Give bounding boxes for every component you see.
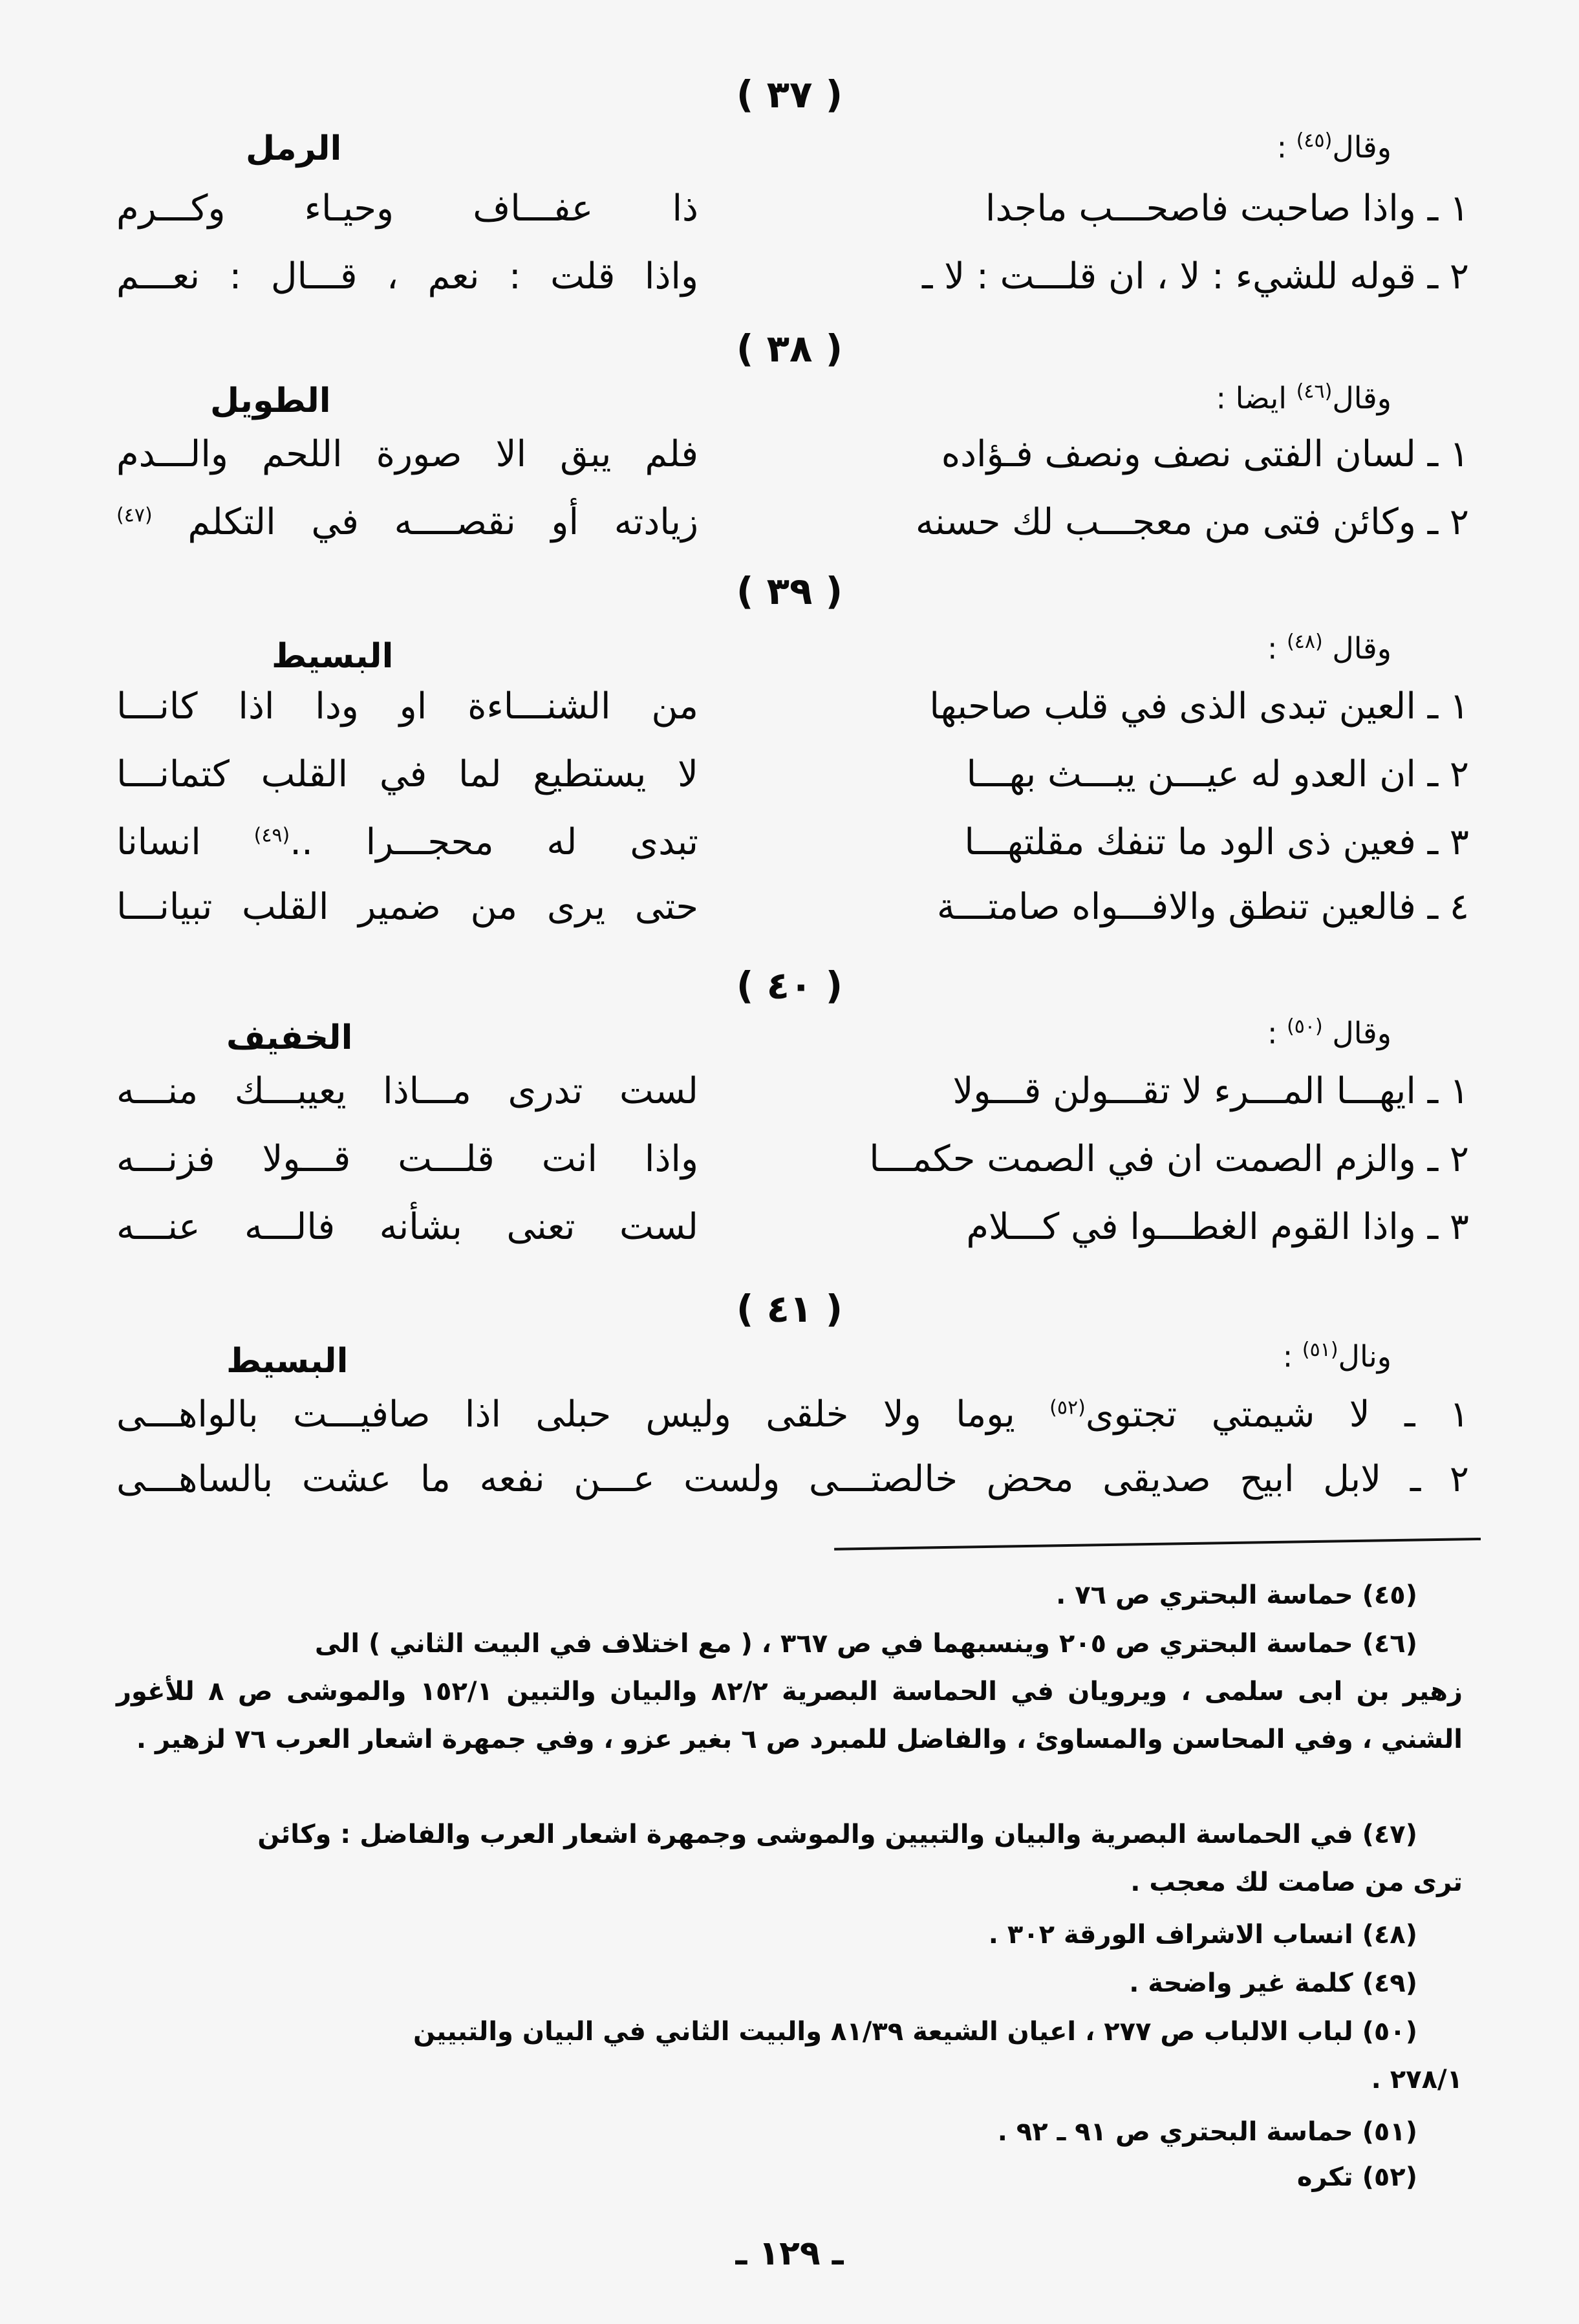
verse-second-hemistich: واذا قلت : نعم ، قـــال : نعـــم (116, 255, 698, 297)
poem-number: ( ٤٠ ) (736, 963, 843, 1007)
verse-second-hemistich: لست تعنى بشأنه فالـــه عنـــه (116, 1206, 698, 1248)
verse-first-hemistich: ١ ـ ايهـــا المـــرء لا تقـــولن قـــولا (952, 1070, 1469, 1112)
footnote-ref[interactable]: (٤٧) (116, 504, 153, 527)
page-number: ـ ١٢٩ ـ (735, 2234, 844, 2273)
footnote: (٤٨) انساب الاشراف الورقة ٣٠٢ . (988, 1920, 1417, 1950)
poem-intro: وقال$^{(٤٥)}$ : (1276, 129, 1391, 165)
verse-line: ٢ ـ لابل ابيح صديقى محض خالصتـــى ولست عـــن نفعه ما عشت بالساهـــى (116, 1458, 1469, 1500)
verse-line (0, 255, 1579, 314)
verse-line (0, 753, 1579, 812)
poem-intro: وقال $^{(٥٠)}$ : (1267, 1015, 1391, 1051)
verse-first-hemistich: ٢ ـ والزم الصمت ان في الصمت حكمـــا (869, 1138, 1469, 1180)
poem-number: ( ٣٨ ) (736, 327, 843, 371)
verse-line (0, 1070, 1579, 1128)
footnote: (٥٠) لباب الالباب ص ٢٧٧ ، اعيان الشيعة ٨١/٣٩ والبيت الثاني في البيان والتبيين ٢٧٨/١ . (413, 2017, 1463, 2094)
verse-first-hemistich: ٣ ـ فعين ذى الود ما تنفك مقلتهـــا (964, 821, 1469, 863)
verse-first-hemistich: ٤ ـ فالعين تنطق والافـــواه صامتـــة (936, 886, 1469, 928)
footnote-ref[interactable]: (٥٢) (1049, 1396, 1086, 1419)
footnote-ref[interactable]: (٤٩) (253, 824, 290, 847)
verse-second-hemistich: حتى يرى من ضمير القلب تبيانـــا (116, 886, 698, 928)
poem-number: ( ٣٩ ) (736, 569, 843, 613)
poem-number: ( ٣٧ ) (736, 72, 843, 116)
poem-intro: وقال$^{(٤٦)}$ ايضا : (1216, 380, 1391, 416)
footnote: (٤٥) حماسة البحتري ص ٧٦ . (1056, 1580, 1417, 1610)
verse-second-hemistich: واذا انت قلـــت قـــولا فزنـــه (116, 1138, 698, 1180)
verse-first-hemistich: ٣ ـ واذا القوم الغطـــوا في كـــلام (966, 1206, 1469, 1248)
meter-label: الطويل (210, 382, 331, 420)
footnote-separator (834, 1538, 1481, 1551)
verse-second-hemistich: تبدى له محجـــرا ..$^{(٤٩)}$ انسانا (116, 821, 698, 863)
verse-second-hemistich: ذا عفـــاف وحيـاء وكـــرم (116, 188, 698, 230)
footnote-ref[interactable]: (٤٨) (1287, 630, 1323, 653)
footnote-ref[interactable]: (٤٦) (1296, 380, 1333, 403)
verse-line (0, 685, 1579, 744)
verse-line (0, 821, 1579, 879)
poem-intro: ونال$^{(٥١)}$ : (1282, 1339, 1391, 1374)
footnote: (٤٩) كلمة غير واضحة . (1129, 1968, 1417, 1998)
poem-number: ( ٤١ ) (736, 1287, 843, 1331)
footnote: (٥١) حماسة البحتري ص ٩١ ـ ٩٢ . (997, 2117, 1417, 2147)
verse-first-hemistich: ١ ـ العين تبدى الذى في قلب صاحبها (929, 685, 1469, 727)
verse-first-hemistich: ١ ـ لسان الفتى نصف ونصف فـؤاده (941, 433, 1469, 475)
verse-first-hemistich: ١ ـ واذا صاحبت فاصحـــب ماجدا (985, 188, 1469, 230)
verse-second-hemistich: زيادته أو نقصــــه في التكلم $^{(٤٧)}$ (116, 501, 698, 543)
meter-label: الرمل (246, 129, 342, 168)
poem-intro: وقال $^{(٤٨)}$ : (1267, 630, 1391, 666)
meter-label: البسيط (226, 1342, 349, 1381)
meter-label: البسيط (272, 637, 394, 676)
footnote: (٥٢) تكره (1296, 2162, 1417, 2192)
verse-second-hemistich: فلم يبق الا صورة اللحم والـــدم (116, 433, 698, 475)
verse-line (0, 501, 1579, 559)
verse-first-hemistich: ٢ ـ وكائن فتى من معجـــب لك حسنه (915, 501, 1469, 543)
verse-line (0, 188, 1579, 246)
footnote: (٤٧) في الحماسة البصرية والبيان والتبيين والموشى وجمهرة اشعار العرب والفاضل : وكائن ترى من صامت لك معجب . (257, 1820, 1463, 1897)
verse-line (0, 1138, 1579, 1196)
verse-second-hemistich: لست تدرى مـــاذا يعيبـــك منـــه (116, 1070, 698, 1112)
verse-line (0, 886, 1579, 944)
meter-label: الخفيف (226, 1018, 353, 1057)
verse-line: ١ ـ لا شيمتي تجتوى$^{(٥٢)}$ يوما ولا خلقى وليس حبلى اذا صافيـــت بالواهـــى (116, 1393, 1469, 1436)
footnote: (٤٦) حماسة البحتري ص ٢٠٥ وينسبهما في ص ٣٦٧ ، ( مع اختلاف في البيت الثاني ) الى زهير بن ابى سلمى ، ويرويان في الحماسة البصرية ٨٢/٢ والبيان والتبين ١٥٢/١ والموشى ص ٨ للأغور الشني ، وفي المحاسن والمساوئ ، والفاضل للمبرد ص ٦ بغير عزو ، وفي جمهرة اشعار العرب ٧٦ لزهير . (116, 1629, 1463, 1754)
verse-first-hemistich: ٢ ـ ان العدو له عيـــن يبـــث بهـــا (966, 753, 1469, 795)
verse-second-hemistich: من الشنـــاءة او ودا اذا كانـــا (116, 685, 698, 727)
footnote-ref[interactable]: (٤٥) (1296, 129, 1333, 152)
verse-first-hemistich: ٢ ـ قوله للشيء : لا ، ان قلـــت : لا ـ (922, 255, 1469, 297)
footnote-ref[interactable]: (٥٠) (1287, 1015, 1323, 1038)
verse-line (0, 1206, 1579, 1264)
verse-second-hemistich: لا يستطيع لما في القلب كتمانـــا (116, 753, 698, 795)
footnote-ref[interactable]: (٥١) (1302, 1339, 1338, 1361)
verse-line (0, 433, 1579, 491)
